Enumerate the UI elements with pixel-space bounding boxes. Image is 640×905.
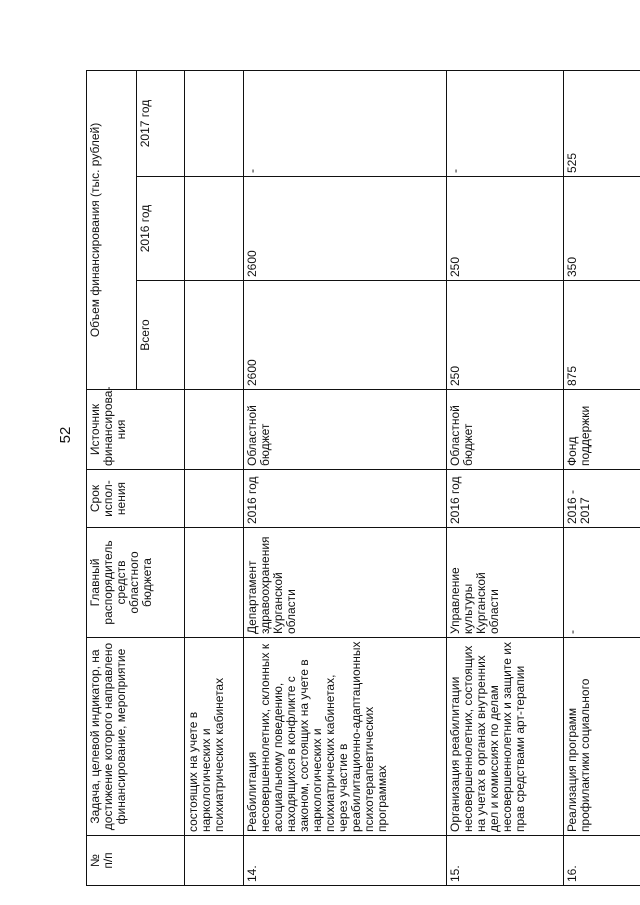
- header-2016: 2016 год: [137, 177, 185, 281]
- row-term: 2016 год: [244, 470, 447, 528]
- row-2016: [185, 177, 244, 281]
- row-task: Реализация программ профилактики социального: [564, 638, 640, 836]
- row-total: 875: [564, 281, 640, 390]
- row-total: [185, 281, 244, 390]
- table-row: [185, 70, 244, 885]
- row-source: Фонд поддержки: [564, 390, 640, 470]
- row-manager: -: [564, 528, 640, 638]
- row-2016: 250: [447, 177, 564, 281]
- header-task: Задача, целевой индикатор, на достижение которого направлено финансирование, мероприятие: [87, 638, 185, 836]
- row-term: 2016 год: [447, 470, 564, 528]
- row-task: Организация реабилитации несовершеннолетних, состоящих на учетах в органах внутренних дел и комиссиях по делам несовершеннолетних и защите их прав средствами арт-терапии: [447, 638, 564, 836]
- header-num: № п/п: [87, 836, 185, 886]
- row-term: 2016 - 2017: [564, 470, 640, 528]
- header-total: Всего: [137, 281, 185, 390]
- row-2016: 2600: [244, 177, 447, 281]
- row-source: [185, 390, 244, 470]
- funding-table: [86, 70, 640, 886]
- row-manager: Управление культуры Курганской области: [447, 528, 564, 638]
- header-term: Срок испол-нения: [87, 470, 185, 528]
- row-term: [185, 470, 244, 528]
- row-2017: -: [447, 70, 564, 176]
- funding-table-sheet: [86, 71, 640, 886]
- header-manager: Главный распорядитель средств областного бюджета: [87, 528, 185, 638]
- row-total: 250: [447, 281, 564, 390]
- row-2017: -: [244, 70, 447, 176]
- table-row: [244, 70, 447, 885]
- row-2017: [185, 70, 244, 176]
- row-num: 15.: [447, 836, 564, 886]
- table-row: [564, 70, 640, 885]
- row-total: 2600: [244, 281, 447, 390]
- row-manager: Департамент здравоохранения Курганской области: [244, 528, 447, 638]
- header-funding-group: Объем финансирования (тыс. рублей): [87, 70, 137, 389]
- row-task: состоящих на учете в наркологических и психиатрических кабинетах: [185, 638, 244, 836]
- header-row-top: [87, 70, 137, 885]
- row-source: Областной бюджет: [447, 390, 564, 470]
- row-task: Реабилитация несовершеннолетних, склонных к асоциальному поведению, находящихся в конфликте с законом, состоящих на учете в наркологических и психиатрических кабинетах, через участие в реабилитационно-адаптационных психотерапевтических программах: [244, 638, 447, 836]
- row-2017: 525: [564, 70, 640, 176]
- table-row: [447, 70, 564, 885]
- row-num: 14.: [244, 836, 447, 886]
- row-source: Областной бюджет: [244, 390, 447, 470]
- header-source: Источник финансирова-ния: [87, 390, 185, 470]
- row-manager: [185, 528, 244, 638]
- row-num: [185, 836, 244, 886]
- header-2017: 2017 год: [137, 70, 185, 176]
- page-number: 52: [56, 426, 74, 444]
- row-num: 16.: [564, 836, 640, 886]
- row-2016: 350: [564, 177, 640, 281]
